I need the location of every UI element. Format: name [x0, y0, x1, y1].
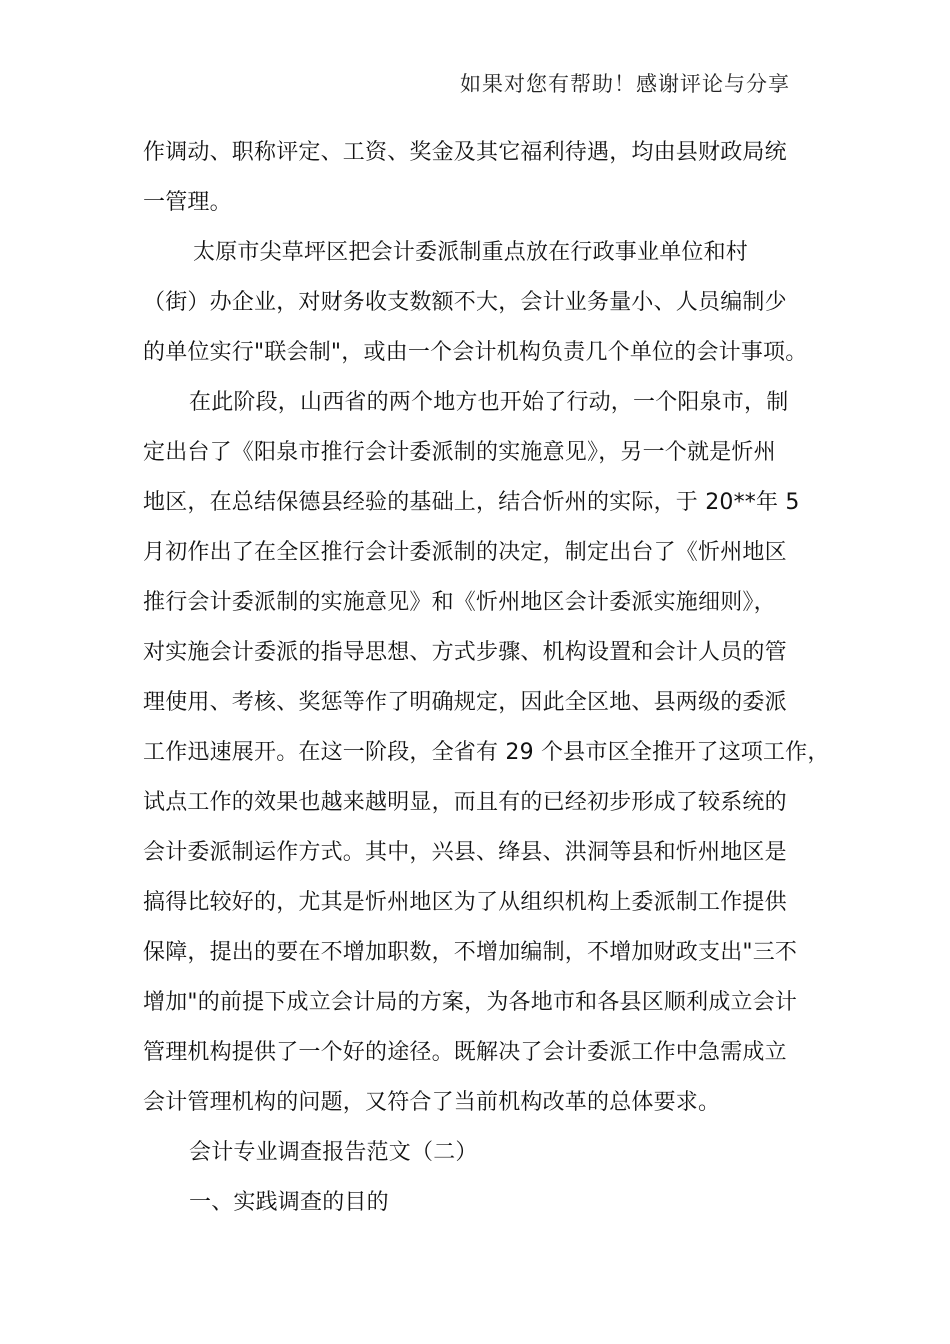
paragraph-line: 保障，提出的要在不增加职数，不增加编制，不增加财政支出"三不 [143, 940, 798, 965]
paragraph-line: 工作迅速展开。在这一阶段，全省有 29 个县市区全推开了这项工作， [143, 740, 830, 765]
paragraph-line: 作调动、职称评定、工资、奖金及其它福利待遇，均由县财政局统 [143, 140, 787, 165]
body-text [143, 128, 830, 1228]
header-note: 如果对您有帮助！感谢评论与分享 [460, 72, 790, 96]
paragraph-line: 定出台了《阳泉市推行会计委派制的实施意见》，另一个就是忻州 [143, 440, 776, 465]
paragraph-line: 会计委派制运作方式。其中，兴县、绛县、洪洞等县和忻州地区是 [143, 840, 787, 865]
paragraph-line: 会计管理机构的问题，又符合了当前机构改革的总体要求。 [143, 1090, 721, 1115]
paragraph-line: 地区，在总结保德县经验的基础上，结合忻州的实际，于 20**年 5 [143, 490, 800, 515]
section-heading: 一、实践调查的目的 [189, 1190, 389, 1215]
paragraph-line: 推行会计委派制的实施意见》和《忻州地区会计委派实施细则》， [143, 590, 776, 615]
paragraph-line: 月初作出了在全区推行会计委派制的决定，制定出台了《忻州地区 [143, 540, 787, 565]
paragraph-line: 一管理。 [143, 190, 232, 215]
paragraph-line: 增加"的前提下成立会计局的方案，为各地市和各县区顺利成立会计 [143, 990, 798, 1015]
paragraph-line: 管理机构提供了一个好的途径。既解决了会计委派工作中急需成立 [143, 1040, 787, 1065]
paragraph-line: 太原市尖草坪区把会计委派制重点放在行政事业单位和村 [193, 240, 749, 265]
paragraph-line: 试点工作的效果也越来越明显，而且有的已经初步形成了较系统的 [143, 790, 787, 815]
paragraph-line: 理使用、考核、奖惩等作了明确规定，因此全区地、县两级的委派 [143, 690, 787, 715]
section-heading: 会计专业调查报告范文（二） [189, 1140, 478, 1165]
paragraph-line: 搞得比较好的，尤其是忻州地区为了从组织机构上委派制工作提供 [143, 890, 787, 915]
paragraph-line: 对实施会计委派的指导思想、方式步骤、机构设置和会计人员的管 [143, 640, 787, 665]
paragraph-line: （街）办企业，对财务收支数额不大，会计业务量小、人员编制少 [143, 290, 787, 315]
paragraph-line: 的单位实行"联会制"，或由一个会计机构负责几个单位的会计事项。 [143, 340, 808, 365]
paragraph-line: 在此阶段，山西省的两个地方也开始了行动，一个阳泉市，制 [189, 390, 789, 415]
